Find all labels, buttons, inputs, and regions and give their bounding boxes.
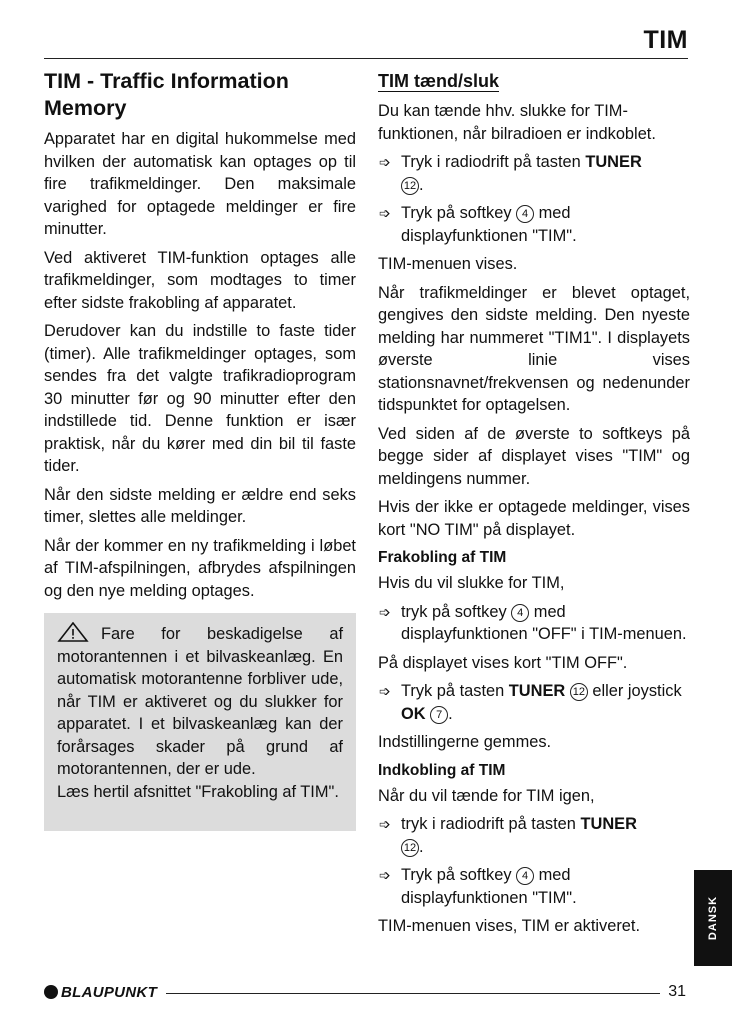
key-number: 7 — [430, 706, 448, 724]
arrow-icon: ➩ — [379, 683, 391, 699]
arrow-icon: ➩ — [379, 154, 391, 170]
key-number: 4 — [511, 604, 529, 622]
header-rule — [44, 58, 688, 59]
paragraph: Derudover kan du indstille to faste tider (timer). Alle trafikmeldinger optages, som sendes fra det valgte trafikradioprogram 30 minutter før og 90 minutter efter den indstillede tid. Denne funktion er især praktisk, når du kører med din bil til faste tider. — [44, 322, 356, 475]
step-item: ➩ tryk i radiodrift på tasten TUNER 12 . — [379, 815, 637, 856]
on-heading: Indkobling af TIM — [378, 761, 506, 779]
off-intro: Hvis du vil slukke for TIM, — [378, 574, 565, 592]
right-column — [378, 68, 690, 944]
saved-text: Indstillingerne gemmes. — [378, 733, 552, 751]
right-heading: TIM tænd/sluk — [378, 71, 499, 91]
logo-dot-icon — [44, 985, 58, 999]
warning-box — [44, 613, 356, 831]
step-item: ➩ Tryk på softkey 4 med displayfunktionen "TIM". — [379, 866, 577, 907]
paragraph: Ved aktiveret TIM-funktion optages alle trafikmeldinger, som modtages to timer efter sidste frakobling af apparatet. — [44, 248, 356, 312]
warning-text — [57, 622, 343, 781]
paragraph: Apparatet har en digital hukommelse med hvilken der automatisk kan optages op til fire trafikmeldinger. Den maksimale varighed for optagede meldinger er fire minutter. — [44, 130, 356, 238]
key-number: 12 — [401, 839, 419, 857]
language-tab — [694, 870, 732, 966]
left-column — [44, 68, 356, 608]
step-item: ➩ Tryk i radiodrift på tasten TUNER 12 . — [379, 153, 642, 194]
section-title: TIM — [643, 26, 688, 54]
step-item: ➩ Tryk på tasten TUNER 12 eller joystick OK 7 . — [379, 682, 682, 723]
language-label: DANSK — [707, 895, 719, 941]
result-text: TIM-menuen vises, TIM er aktiveret. — [378, 917, 641, 935]
key-number: 12 — [401, 177, 419, 195]
warning-triangle-icon — [57, 622, 89, 642]
step-item: ➩ Tryk på softkey 4 med displayfunktionen "TIM". — [379, 204, 577, 245]
paragraph: Ved siden af de øverste to softkeys på begge sider af displayet vises "TIM" og meldingens nummer. — [378, 424, 690, 488]
arrow-icon: ➩ — [379, 816, 391, 832]
brand-logo — [44, 982, 157, 1002]
arrow-icon: ➩ — [379, 205, 391, 221]
warning-reference: Læs hertil afsnittet "Frakobling af TIM". — [57, 782, 339, 801]
menu-shown-text: TIM-menuen vises. — [378, 255, 518, 273]
page-number: 31 — [668, 983, 686, 1000]
paragraph: Når den sidste melding er ældre end seks timer, slettes alle meldinger. — [44, 485, 356, 526]
on-intro: Når du vil tænde for TIM igen, — [378, 786, 595, 805]
warning-message: Fare for beskadigelse af motorantennen i et bilvaskeanlæg. En automatisk motorantenne forbliver ude, når TIM er aktiveret og du slukker for apparatet. I et bilvaskeanlæg kan der forårsages skader på grund af motorantennen, der er ude. — [57, 625, 343, 778]
off-display-text: På displayet vises kort "TIM OFF". — [378, 653, 628, 672]
intro-text: Du kan tænde hhv. slukke for TIM-funktionen, når bilradioen er indkoblet. — [378, 102, 656, 143]
off-heading: Frakobling af TIM — [378, 549, 507, 566]
brand-name: BLAUPUNKT — [61, 983, 158, 1001]
arrow-icon: ➩ — [379, 867, 391, 883]
key-number: 4 — [516, 205, 534, 223]
footer-rule — [166, 993, 660, 994]
key-number: 12 — [570, 683, 588, 701]
arrow-icon: ➩ — [379, 603, 391, 620]
step-item: ➩ tryk på softkey 4 med displayfunktionen "OFF" i TIM-menuen. — [379, 602, 687, 643]
paragraph: Hvis der ikke er optagede meldinger, vises kort "NO TIM" på displayet. — [378, 498, 690, 539]
paragraph: Når der kommer en ny trafikmelding i løbet af TIM-afspilningen, afbrydes afspilningen og den nye melding optages. — [44, 536, 356, 600]
left-heading: TIM - Traffic Information Memory — [44, 69, 289, 120]
key-number: 4 — [516, 867, 534, 885]
paragraph: Når trafikmeldinger er blevet optaget, gengives den sidste melding. Den nyeste melding har nummeret "TIM1". I displayets øverste linie vises stationsnavnet/frekvensen og nedenunder tidspunktet for optagelsen. — [378, 283, 690, 414]
